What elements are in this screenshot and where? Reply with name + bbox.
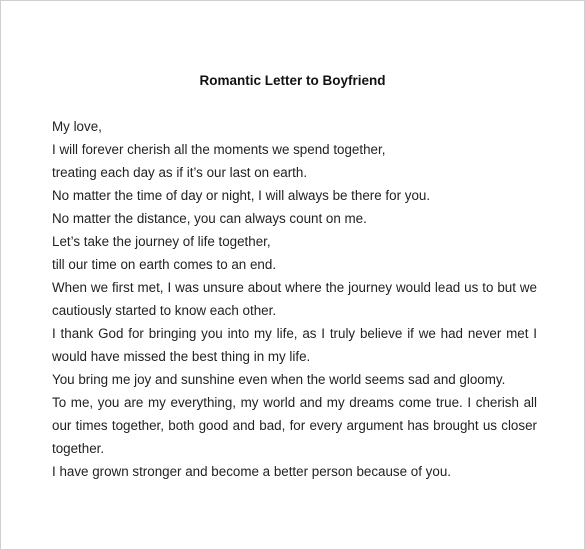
letter-line: When we first met, I was unsure about where the journey would lead us to but we — [52, 280, 537, 295]
letter-body — [52, 115, 537, 483]
letter-line: treating each day as if it’s our last on earth. — [52, 165, 308, 180]
letter-line: I thank God for bringing you into my life, as I truly believe if we had never met I — [52, 326, 537, 341]
letter-line: You bring me joy and sunshine even when the world seems sad and gloomy. — [52, 372, 506, 387]
letter-line: cautiously started to know each other. — [52, 303, 277, 318]
letter-line: My love, — [52, 119, 102, 134]
letter-line: No matter the distance, you can always count on me. — [52, 211, 367, 226]
letter-line: our times together, both good and bad, for every argument has brought us closer — [52, 418, 537, 433]
letter-line: No matter the time of day or night, I will always be there for you. — [52, 188, 431, 203]
letter-line: would have missed the best thing in my life. — [52, 349, 311, 364]
letter-line: till our time on earth comes to an end. — [52, 257, 277, 272]
letter-title: Romantic Letter to Boyfriend — [199, 73, 386, 88]
letter-line: I will forever cherish all the moments we spend together, — [52, 142, 386, 157]
letter-line: To me, you are my everything, my world and my dreams come true. I cherish all — [52, 395, 537, 410]
letter-line: together. — [52, 441, 105, 456]
letter-line: Let’s take the journey of life together, — [52, 234, 271, 249]
letter-line: I have grown stronger and become a better person because of you. — [52, 464, 451, 479]
